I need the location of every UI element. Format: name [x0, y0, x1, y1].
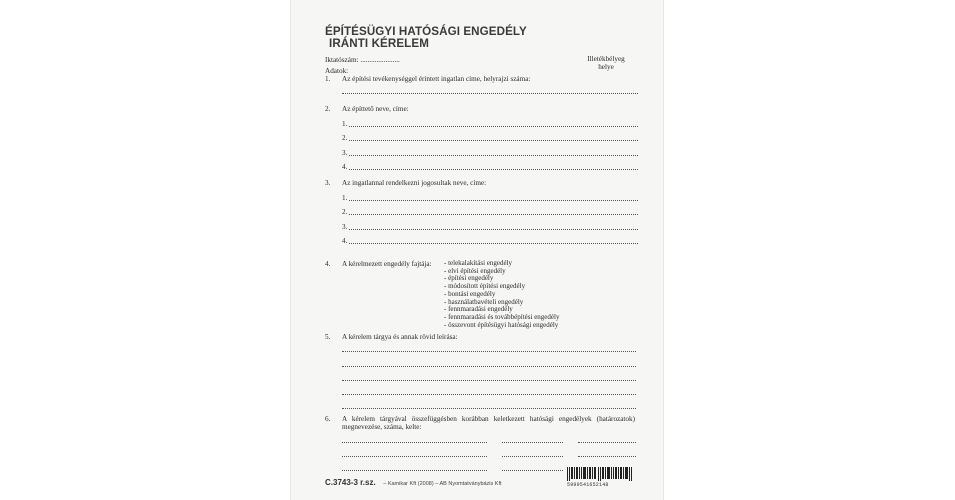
q2-sub-2: 2.	[342, 134, 348, 142]
barcode-icon	[567, 467, 633, 481]
q6-label-line1: A kérelem tárgyával összefüggésben korábban keletkezett hatósági engedélyek (határozatok)	[342, 415, 635, 423]
q2-sub-1: 1.	[342, 120, 348, 128]
q3-number: 3.	[325, 179, 331, 187]
q2-sub-4: 4.	[342, 163, 348, 171]
stamp-label-line2: helye	[598, 63, 614, 71]
q3-label: Az ingatlannal rendelkezni jogosultak neve, címe:	[342, 179, 487, 187]
publisher-info: – Kamikar Kft (2008) – AB Nyomtatványbázis Kft	[383, 481, 502, 487]
q3-line-1[interactable]	[349, 200, 638, 201]
q6-name-line-3[interactable]	[342, 470, 487, 471]
q5-label: A kérelem tárgya és annak rövid leírása:	[342, 333, 458, 341]
permit-option: - fennmaradási engedély	[444, 305, 513, 314]
permit-option: - összevont építésügyi hatósági engedély	[444, 320, 559, 329]
adatok-label: Adatok:	[325, 67, 349, 75]
q5-line-3[interactable]	[342, 380, 636, 381]
q3-sub-2: 2.	[342, 208, 348, 216]
permit-option: - bontási engedély	[444, 289, 496, 298]
q4-number: 4.	[325, 260, 331, 268]
q2-line-3[interactable]	[349, 155, 638, 156]
q1-number: 1.	[325, 75, 331, 83]
form-title-line2: IRÁNTI KÉRELEM	[329, 37, 429, 50]
q3-sub-4: 4.	[342, 237, 348, 245]
permit-option: - fennmaradási és továbbépítési engedély	[444, 312, 560, 321]
q6-name-line-2[interactable]	[342, 456, 487, 457]
q1-label: Az építési tevékenységgel érintett ingatlan címe, helyrajzi száma:	[342, 75, 531, 83]
q2-label: Az építtető neve, címe:	[342, 105, 409, 113]
q5-line-2[interactable]	[342, 366, 636, 367]
q5-number: 5.	[325, 333, 331, 341]
permit-type-list	[444, 260, 559, 329]
form-page	[291, 0, 663, 500]
form-title	[325, 26, 527, 50]
stamp-placeholder	[583, 55, 629, 71]
q6-name-line-1[interactable]	[342, 442, 487, 443]
q2-number: 2.	[325, 105, 331, 113]
q4-label: A kérelmezett engedély fajtája:	[342, 260, 432, 268]
barcode-number: 5999541652148	[567, 482, 609, 488]
q3-line-3[interactable]	[349, 229, 638, 230]
q5-line-1[interactable]	[342, 351, 636, 352]
form-code: C.3743-3 r.sz.	[325, 478, 376, 487]
q3-line-4[interactable]	[349, 243, 638, 244]
q2-line-4[interactable]	[349, 169, 638, 170]
q2-line-1[interactable]	[349, 126, 638, 127]
q6-date-line-2[interactable]	[578, 456, 636, 457]
permit-option: - telekalakítási engedély	[444, 259, 513, 267]
q6-date-line-1[interactable]	[578, 442, 636, 443]
permit-option: - módosított építési engedély	[444, 282, 526, 291]
q6-number-line-1[interactable]	[502, 442, 563, 443]
q5-line-4[interactable]	[342, 394, 636, 395]
q1-answer-line[interactable]	[342, 93, 638, 94]
permit-option: - használatbavételi engedély	[444, 297, 524, 306]
q6-label-line2: megnevezése, száma, kelte:	[342, 423, 422, 431]
iktatoszam-label: Iktatószám: ......................	[325, 56, 400, 64]
q6-number-line-2[interactable]	[502, 456, 563, 457]
q6-number: 6.	[325, 415, 331, 423]
q5-line-5[interactable]	[342, 408, 636, 409]
form-footer	[325, 478, 502, 487]
permit-option: - elvi építési engedély	[444, 266, 506, 275]
q3-sub-1: 1.	[342, 194, 348, 202]
permit-option: - építési engedély	[444, 274, 494, 283]
q3-line-2[interactable]	[349, 214, 638, 215]
q2-line-2[interactable]	[349, 140, 638, 141]
q3-sub-3: 3.	[342, 223, 348, 231]
q2-sub-3: 3.	[342, 149, 348, 157]
stamp-label-line1: Illetékbélyeg	[587, 55, 625, 63]
q6-number-line-3[interactable]	[502, 470, 563, 471]
form-title-line1: ÉPÍTÉSÜGYI HATÓSÁGI ENGEDÉLY	[325, 25, 527, 38]
